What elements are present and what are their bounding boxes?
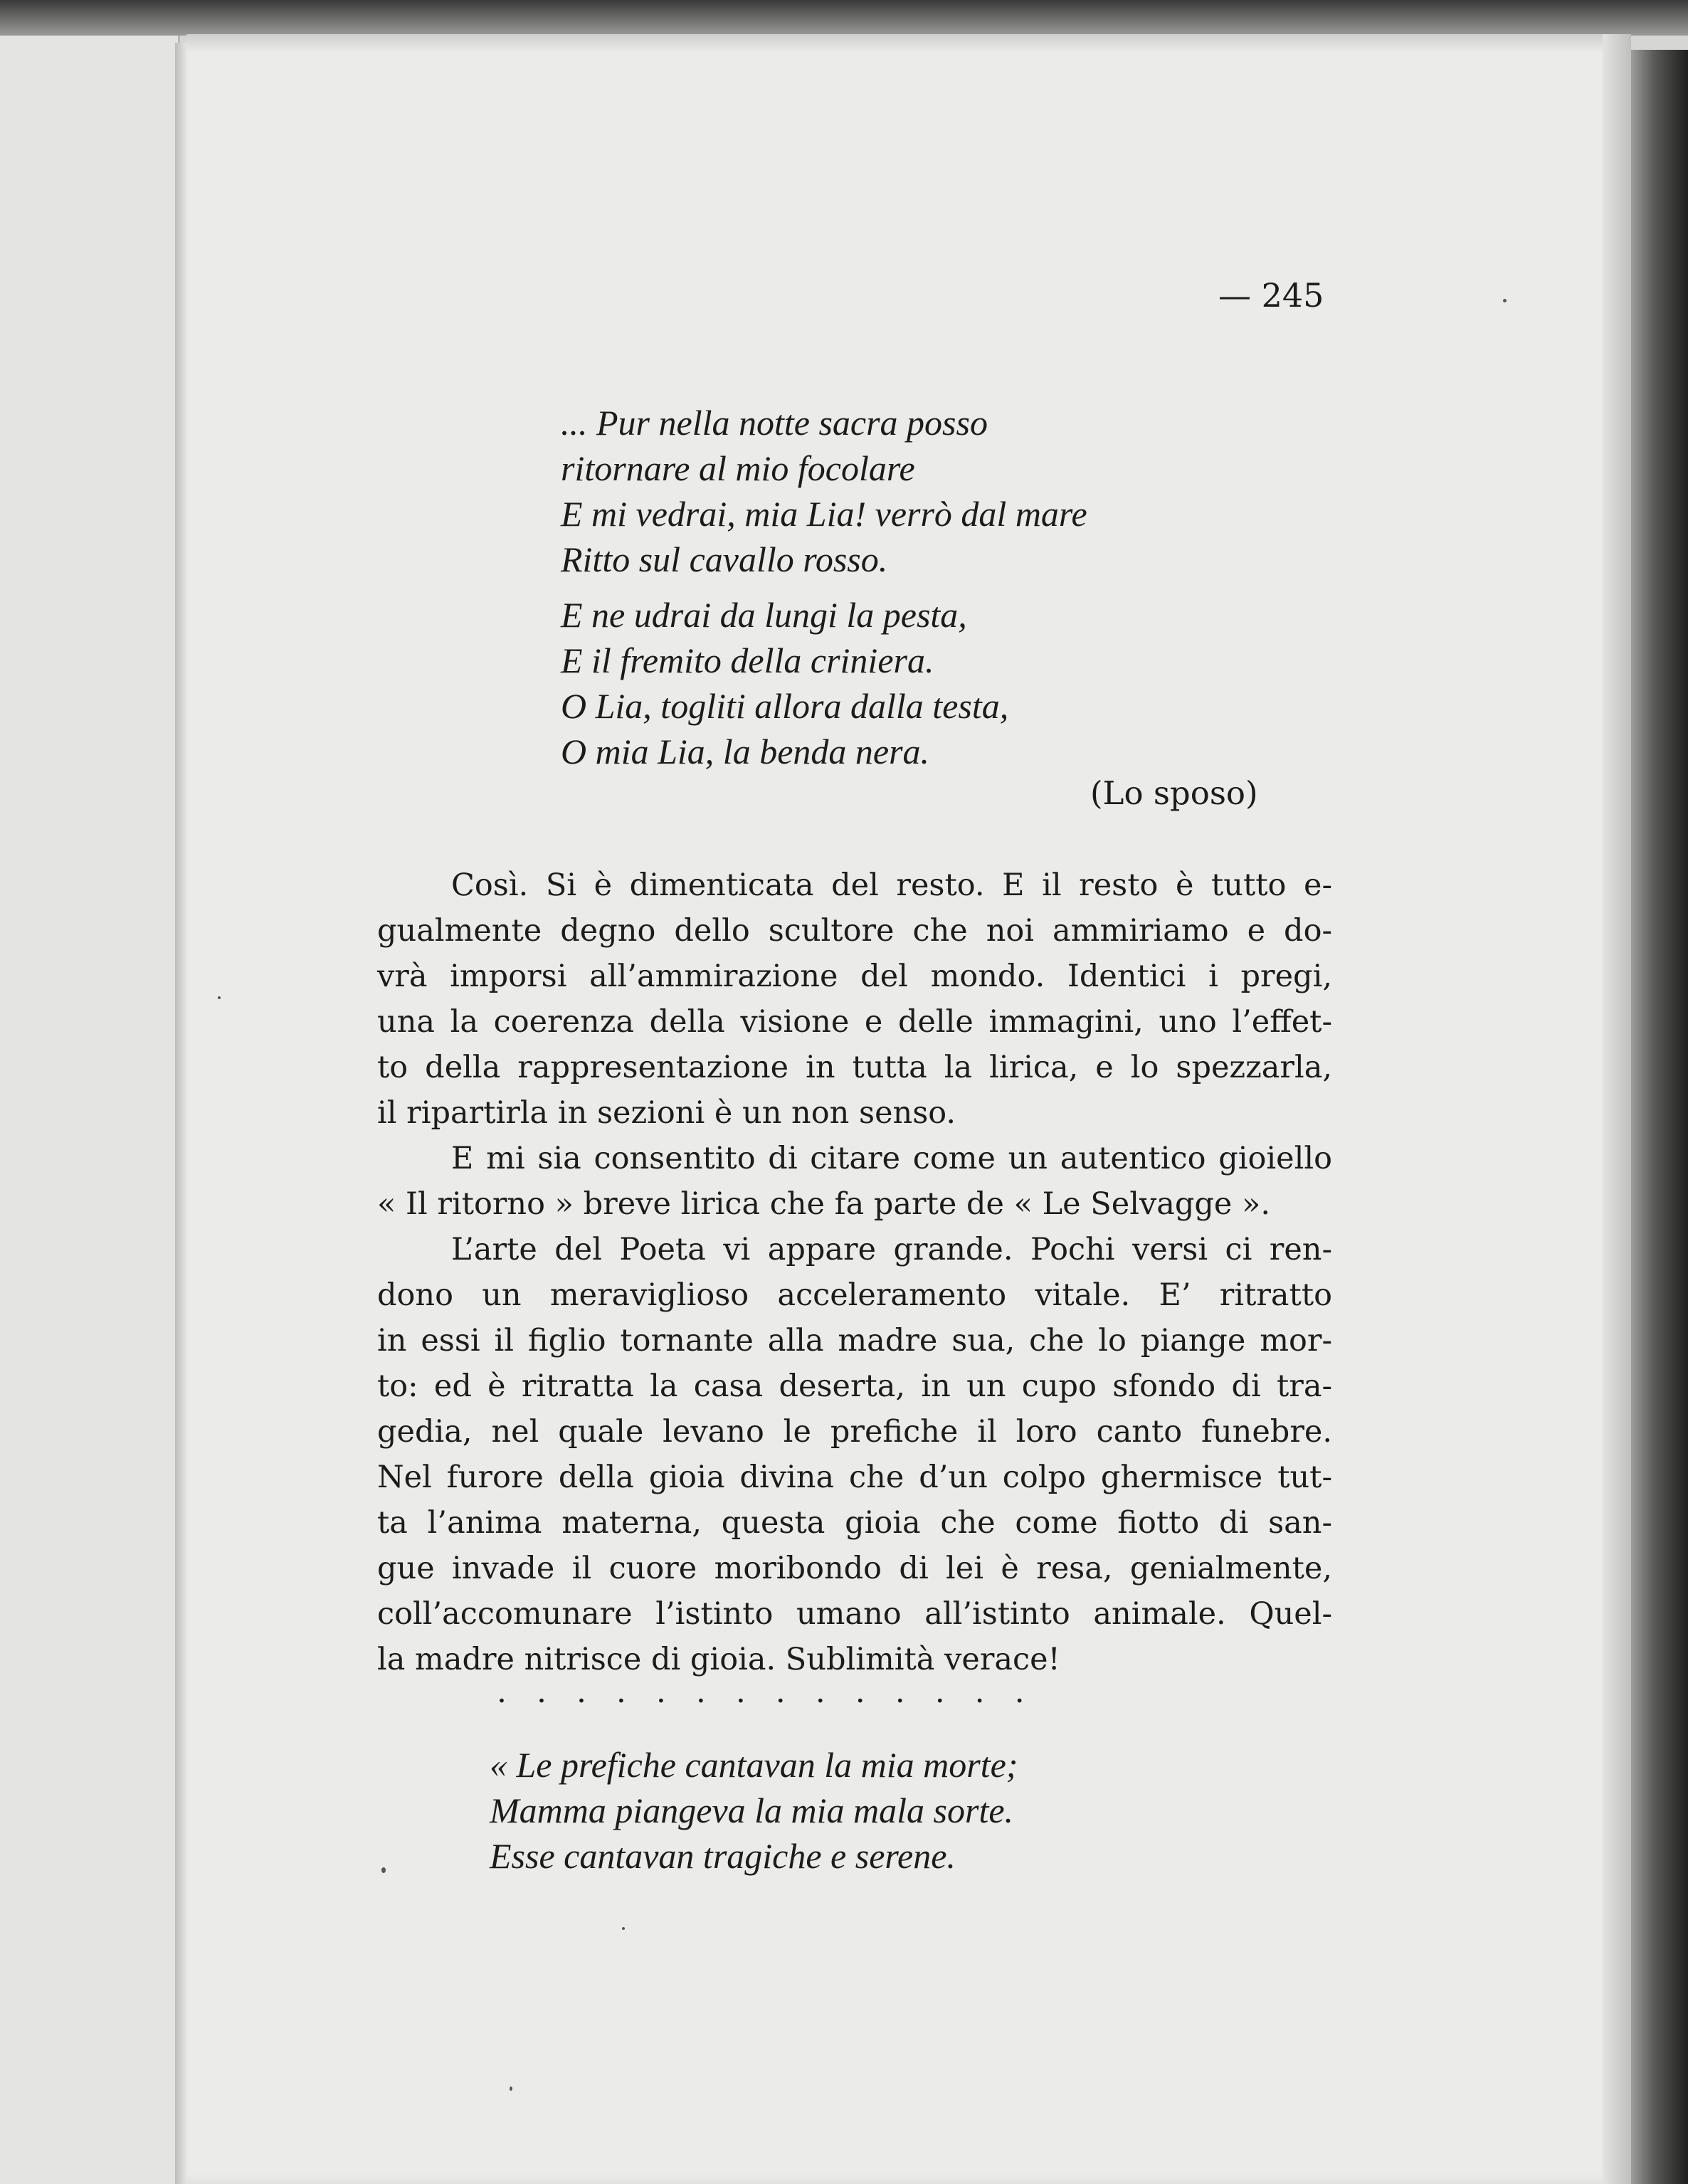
paper-speck — [218, 996, 221, 999]
prose-line: dono un meraviglioso acceleramento vitale. E’ ritratto — [377, 1277, 1332, 1313]
verse-line: O Lia, togliti allora dalla testa, — [561, 686, 1009, 726]
verse-line: E ne udrai da lungi la pesta, — [561, 595, 967, 635]
prose-paragraphs — [377, 862, 1332, 1682]
prose-line: in essi il figlio tornante alla madre sua, che lo piange mor- — [377, 1323, 1332, 1359]
prose-line: una la coerenza della visione e delle immagini, uno l’effet- — [377, 1004, 1332, 1040]
verse-line: E il fremito della criniera. — [561, 640, 934, 680]
verse-line: ... Pur nella notte sacra posso — [561, 403, 988, 443]
paper-speck — [510, 2087, 512, 2091]
verse-line: Mamma piangeva la mia mala sorte. — [490, 1790, 1014, 1830]
prose-line: gedia, nel quale levano le prefiche il loro canto funebre. — [377, 1414, 1332, 1450]
poem-stanza-two — [561, 592, 1008, 774]
page-top-edge — [186, 34, 1631, 53]
prose-line: Così. Si è dimenticata del resto. E il resto è tutto e- — [451, 867, 1332, 903]
book-binding-edge — [1631, 50, 1688, 2184]
prose-line: to della rappresentazione in tutta la lirica, e lo spezzarla, — [377, 1050, 1332, 1085]
prose-line: gualmente degno dello scultore che noi ammiriamo e do- — [377, 913, 1332, 949]
previous-page-edge — [0, 36, 180, 2184]
verse-line: « Le prefiche cantavan la mia morte; — [490, 1745, 1018, 1785]
verse-line: O mia Lia, la benda nera. — [561, 732, 930, 771]
prose-line: gue invade il cuore moribondo di lei è resa, genialmente, — [377, 1551, 1332, 1586]
prose-line: la madre nitrisce di gioia. Sublimità verace! — [377, 1642, 1060, 1677]
prose-line: to: ed è ritratta la casa deserta, in un cupo sfondo di tra- — [377, 1368, 1332, 1404]
prose-line: L’arte del Poeta vi appare grande. Pochi versi ci ren- — [451, 1232, 1332, 1267]
poem-attribution: (Lo sposo) — [1090, 774, 1258, 812]
poem-stanza-three — [490, 1742, 1018, 1879]
paper-speck — [1503, 299, 1507, 302]
verse-line: ritornare al mio focolare — [561, 448, 915, 488]
ellipsis-row: . . . . . . . . . . . . . . — [497, 1674, 1035, 1710]
prose-line: ta l’anima materna, questa gioia che come fiotto di san- — [377, 1505, 1332, 1541]
verse-line: E mi vedrai, mia Lia! verrò dal mare — [561, 494, 1087, 534]
paper-speck — [381, 1867, 386, 1873]
scanner-top-shadow — [0, 0, 1688, 36]
paper-speck — [622, 1927, 625, 1930]
prose-line: « Il ritorno » breve lirica che fa parte de « Le Selvagge ». — [377, 1186, 1271, 1222]
prose-line: E mi sia consentito di citare come un autentico gioiello — [451, 1141, 1332, 1176]
prose-line: vrà imporsi all’ammirazione del mondo. Identici i pregi, — [377, 959, 1332, 994]
page-right-edge — [1603, 34, 1631, 2184]
prose-line: il ripartirla in sezioni è un non senso. — [377, 1095, 956, 1131]
verse-line: Esse cantavan tragiche e serene. — [490, 1836, 956, 1876]
prose-line: coll’accomunare l’istinto umano all’istinto animale. Quel- — [377, 1596, 1332, 1632]
verse-line: Ritto sul cavallo rosso. — [561, 539, 888, 579]
prose-line: Nel furore della gioia divina che d’un colpo ghermisce tut- — [377, 1460, 1332, 1495]
poem-stanza-one — [561, 400, 1087, 582]
page-number: — 245 — [1218, 276, 1324, 315]
